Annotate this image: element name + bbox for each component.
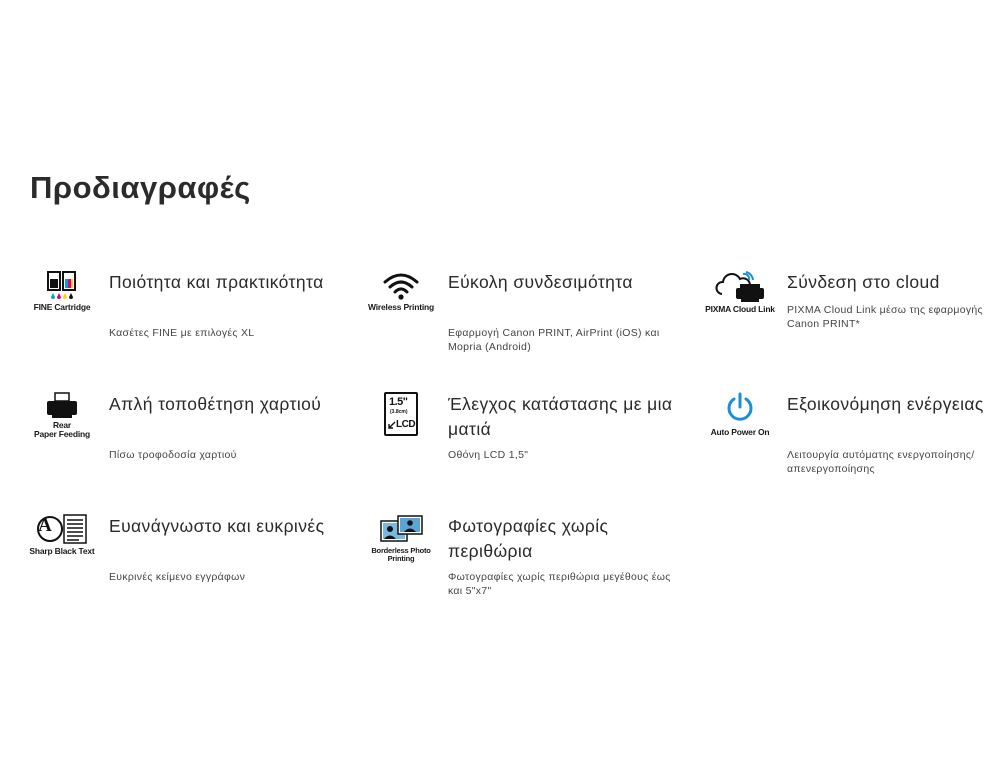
borderless-photo-icon-label-line1: Borderless Photo — [371, 546, 431, 555]
feature-title: Φωτογραφίες χωρίς περιθώρια — [448, 516, 609, 561]
auto-power-on-icon-label: Auto Power On — [710, 427, 770, 437]
rear-paper-feeding-icon-label-line2: Paper Feeding — [34, 429, 90, 439]
feature-description: PIXMA Cloud Link μέσω της εφαρμογής Canon PRINT* — [787, 304, 983, 330]
page-title: Προδιαγραφές — [30, 170, 251, 205]
feature-wireless-printing — [368, 270, 698, 370]
feature-description: Πίσω τροφοδοσία χαρτιού — [109, 449, 237, 461]
lcd-cm-text: (3.8cm) — [390, 409, 408, 415]
wireless-printing-icon-box — [368, 270, 434, 332]
lcd-screen-icon-box — [368, 392, 434, 454]
feature-fine-cartridge — [29, 270, 359, 370]
auto-power-on-icon-box — [707, 392, 773, 454]
feature-sharp-black-text — [29, 514, 359, 614]
feature-auto-power-on — [707, 392, 1000, 492]
rear-paper-feeding-icon-box — [29, 392, 95, 454]
lcd-screen-icon — [384, 392, 418, 436]
feature-pixma-cloud-link — [707, 270, 1000, 370]
power-icon — [725, 392, 755, 424]
feature-description: Οθόνη LCD 1,5" — [448, 449, 529, 461]
feature-title: Εξοικονόμηση ενέργειας — [787, 394, 984, 414]
feature-description: Λειτουργία αυτόματης ενεργοποίησης/ απενεργοποίησης — [787, 449, 975, 475]
feature-description: Φωτογραφίες χωρίς περιθώρια μεγέθους έως και 5"x7" — [448, 571, 671, 597]
expand-arrow-icon — [388, 421, 396, 429]
rear-paper-feeding-icon-label-line1: Rear — [52, 420, 72, 430]
sharp-black-text-icon-box — [29, 514, 95, 576]
feature-title: Έλεγχος κατάστασης με μια ματιά — [448, 394, 673, 439]
wireless-printing-icon-label: Wireless Printing — [368, 302, 434, 312]
feature-borderless-photo — [368, 514, 698, 614]
pixma-cloud-link-icon-box — [707, 270, 773, 332]
pixma-cloud-link-icon-label: PIXMA Cloud Link — [705, 304, 775, 314]
feature-rear-paper-feeding — [29, 392, 359, 492]
feature-title: Εύκολη συνδεσιμότητα — [448, 272, 633, 292]
sharp-black-text-icon-label: Sharp Black Text — [29, 546, 95, 556]
feature-description: Ευκρινές κείμενο εγγράφων — [109, 571, 246, 583]
fine-cartridge-icon-label: FINE Cartridge — [33, 302, 91, 312]
borderless-photo-icon-label-line2: Printing — [387, 554, 415, 563]
wifi-icon — [381, 270, 421, 302]
fine-cartridge-icon-box — [29, 270, 95, 332]
feature-description: Εφαρμογή Canon PRINT, AirPrint (iOS) και Mopria (Android) — [448, 327, 660, 353]
feature-title: Ευανάγνωστο και ευκρινές — [109, 516, 325, 536]
feature-title: Ποιότητα και πρακτικότητα — [109, 272, 324, 292]
feature-lcd-status — [368, 392, 698, 492]
feature-description: Κασέτες FINE με επιλογές XL — [109, 327, 255, 339]
feature-title: Σύνδεση στο cloud — [787, 272, 940, 292]
pixma-cloud-link-icon — [712, 270, 768, 304]
lcd-size-text: 1.5" — [389, 396, 408, 408]
feature-title: Απλή τοποθέτηση χαρτιού — [109, 394, 322, 414]
lcd-label-text: LCD — [396, 419, 416, 430]
fine-cartridge-icon — [45, 270, 79, 302]
borderless-photo-icon-box — [368, 514, 434, 576]
borderless-photo-icon — [378, 514, 424, 546]
rear-paper-feeding-icon — [44, 392, 80, 420]
sharp-text-letter: A — [38, 515, 52, 536]
